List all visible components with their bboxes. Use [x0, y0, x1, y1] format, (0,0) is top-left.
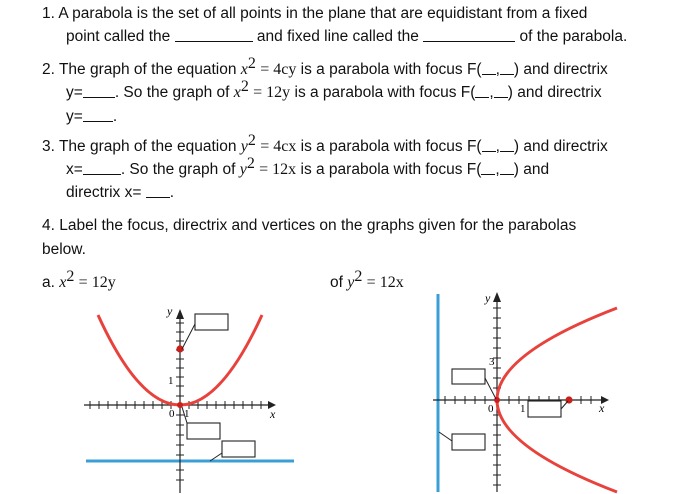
- q3-eq2-rhs: = 12x: [259, 161, 297, 178]
- q3-directrix-x-text: directrix x=: [66, 184, 142, 201]
- q3-intro-text: 3. The graph of the equation: [42, 138, 237, 155]
- graph-a-eq-rhs: = 12y: [78, 274, 116, 291]
- q3-so-graph-text: . So the graph of: [120, 161, 236, 178]
- q2-focus-text: is a parabola with focus F(: [300, 61, 482, 78]
- graph-b-x-label: x: [599, 401, 605, 415]
- q4-line1: 4. Label the focus, directrix and vertices on the graphs given for the parabolas: [42, 217, 577, 234]
- q3-focus-text: is a parabola with focus F(: [300, 138, 482, 155]
- q2-directrix-blank[interactable]: [83, 83, 115, 98]
- q1-point-called-text: point called the: [66, 28, 171, 45]
- q3-eq1-rhs: = 4cx: [260, 138, 297, 155]
- graph-b-tick-3-y: 3: [489, 356, 495, 368]
- q1-line1: 1. A parabola is the set of all points in the plane that are equidistant from a fixed: [42, 5, 588, 22]
- graph-b-eq-rhs: = 12x: [366, 274, 404, 291]
- q3-period: .: [169, 184, 174, 201]
- graph-a-x-label: x: [270, 407, 276, 421]
- q3-eq1-lhs: y: [240, 138, 248, 155]
- q2-eq1-lhs: x: [240, 61, 248, 78]
- q2-comma: ,: [495, 61, 500, 78]
- q3-focus2-x-blank[interactable]: [481, 160, 495, 175]
- q3-focus2-y-blank[interactable]: [500, 160, 514, 175]
- q2-comma2: ,: [489, 84, 494, 101]
- graph-b-directrix-label-box[interactable]: [452, 434, 485, 450]
- q3-x-eq: x=: [66, 161, 83, 178]
- graph-a: [80, 295, 300, 494]
- q3-directrix2-blank[interactable]: [146, 183, 170, 198]
- q2-line3: [66, 107, 117, 126]
- q2-eq2-rhs: = 12y: [253, 84, 291, 101]
- q1-line2: [66, 27, 627, 46]
- q2-eq1-rhs: = 4cy: [260, 61, 297, 78]
- q3-eq2-lhs: y: [239, 161, 247, 178]
- graph-b-prefix: of: [330, 274, 343, 291]
- graph-b-leader-directrix: [439, 432, 452, 441]
- q2-y-eq: y=: [66, 84, 83, 101]
- q2-focus-y-blank[interactable]: [500, 60, 514, 75]
- q2-focus-x-blank[interactable]: [482, 60, 496, 75]
- q3-line1: 3. The graph of the equation $y^2 = 4cx$ is a parabola with focus F( , ) and directrix: [42, 131, 608, 155]
- q3-directrix-text: ) and directrix: [513, 138, 608, 155]
- graph-a-label: a. $x^2 = 12y$: [42, 267, 116, 291]
- q2-directrix-text: ) and directrix: [513, 61, 608, 78]
- q2-directrix2-blank[interactable]: [83, 107, 113, 122]
- q1-of-parabola-text: of the parabola.: [519, 28, 628, 45]
- q4-line2: below.: [42, 241, 86, 258]
- q3-focus2-text: is a parabola with focus F(: [300, 161, 482, 178]
- q2-eq2-lhs: x: [233, 84, 241, 101]
- q3-comma: ,: [495, 138, 500, 155]
- q1-focus-blank[interactable]: [175, 27, 253, 42]
- graph-a-leader-focus: [182, 324, 195, 349]
- graph-a-tick-1-x: 1: [184, 408, 190, 420]
- graph-b-label: of $y^2 = 12x$: [330, 267, 404, 291]
- graph-a-y-arrow-icon: [176, 309, 184, 319]
- q3-and-text: ) and: [513, 161, 550, 178]
- graph-a-origin-label: 0: [169, 408, 175, 420]
- graph-a-directrix-label-box[interactable]: [222, 441, 255, 457]
- graph-a-focus-label-box[interactable]: [195, 314, 228, 330]
- q2-period: .: [112, 108, 118, 125]
- q2-line1: 2. The graph of the equation $x^2 = 4cy$ is a parabola with focus F( , ) and directrix: [42, 54, 608, 78]
- q1-directrix-blank[interactable]: [423, 27, 515, 42]
- q3-directrix-blank[interactable]: [83, 160, 121, 175]
- q2-focus2-x-blank[interactable]: [475, 83, 489, 98]
- q2-directrix2-text: ) and directrix: [507, 84, 602, 101]
- graph-a-y-label: y: [167, 304, 173, 318]
- q2-line2: y= . So the graph of $x^2 = 12y$ is a parabola with focus F( , ) and directrix: [66, 77, 602, 101]
- q3-focus-y-blank[interactable]: [500, 137, 514, 152]
- q3-focus-x-blank[interactable]: [482, 137, 496, 152]
- graph-a-eq-lhs: x: [59, 274, 67, 291]
- graph-a-vertex-label-box[interactable]: [187, 423, 220, 439]
- q3-line2: x= . So the graph of $y^2 = 12x$ is a parabola with focus F( , ) and: [66, 154, 550, 178]
- q3-line3: [66, 183, 174, 202]
- graph-b-leader-focus: [561, 401, 568, 409]
- graph-b-y-arrow-icon: [493, 292, 501, 302]
- graph-b-tick-1-x: 1: [520, 403, 526, 415]
- graph-a-tick-1-y: 1: [168, 375, 174, 387]
- q2-focus2-y-blank[interactable]: [494, 83, 508, 98]
- graph-b-focus-label-box[interactable]: [528, 401, 561, 417]
- graph-b: [405, 288, 635, 494]
- q2-focus2-text: is a parabola with focus F(: [294, 84, 476, 101]
- graph-b-origin-label: 0: [488, 403, 494, 415]
- q3-comma2: ,: [495, 161, 500, 178]
- graph-b-y-label: y: [485, 291, 491, 305]
- q2-y-eq2: y=: [66, 108, 83, 125]
- q2-so-graph-text: . So the graph of: [114, 84, 230, 101]
- graph-a-prefix: a.: [42, 274, 55, 291]
- graph-b-eq-lhs: y: [347, 274, 355, 291]
- q2-intro-text: 2. The graph of the equation: [42, 61, 237, 78]
- q1-fixed-line-text: and fixed line called the: [256, 28, 419, 45]
- graph-b-vertex-label-box[interactable]: [452, 369, 485, 384]
